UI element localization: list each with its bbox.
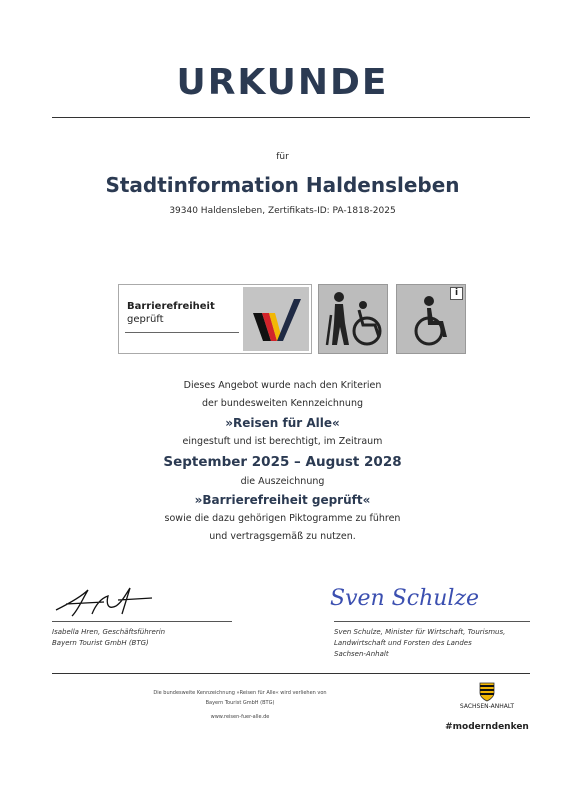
sachsen-anhalt-coat-of-arms-icon <box>479 682 495 702</box>
footer-url: www.reisen-fuer-alle.de <box>210 714 270 720</box>
right-signature-caption2: Landwirtschaft und Forsten des Landes <box>334 639 472 647</box>
badge-line1: Barrierefreiheit <box>127 301 215 312</box>
hashtag: #moderndenken <box>445 722 529 732</box>
footer-line1: Die bundesweite Kennzeichnung »Reisen für Alle« wird verliehen von <box>153 690 327 696</box>
badge-underline <box>125 332 239 333</box>
check-mark-icon <box>243 287 309 351</box>
left-signature-line <box>52 621 232 622</box>
left-signature-image <box>52 584 162 620</box>
walking-aid-icon <box>318 284 388 354</box>
validity-period: September 2025 – August 2028 <box>163 454 402 470</box>
barrierefreiheit-logo <box>118 284 312 354</box>
wheelchair-icon <box>396 284 466 354</box>
organization-name: Stadtinformation Haldensleben <box>105 173 460 197</box>
info-icon: i <box>450 287 463 300</box>
state-name: SACHSEN-ANHALT <box>459 703 515 710</box>
right-signature-caption1: Sven Schulze, Minister für Wirtschaft, Tourismus, <box>334 628 506 636</box>
right-signature-caption3: Sachsen-Anhalt <box>334 650 389 658</box>
label-barrierefreiheit: »Barrierefreiheit geprüft« <box>194 493 371 507</box>
body-line4: die Auszeichnung <box>240 476 325 487</box>
fuer-label: für <box>276 152 289 162</box>
body-line6: und vertragsgemäß zu nutzen. <box>209 531 356 542</box>
right-signature-line <box>334 621 530 622</box>
badge-line2: geprüft <box>127 314 164 325</box>
left-signature-caption1: Isabella Hren, Geschäftsführerin <box>52 628 166 636</box>
body-line5: sowie die dazu gehörigen Piktogramme zu führen <box>164 513 401 524</box>
footer-divider <box>52 673 530 674</box>
label-reisen-fuer-alle: »Reisen für Alle« <box>225 416 340 430</box>
body-line1: Dieses Angebot wurde nach den Kriterien <box>183 380 382 391</box>
body-line2: der bundesweiten Kennzeichnung <box>201 398 363 409</box>
title-divider <box>52 117 530 118</box>
left-signature-caption2: Bayern Tourist GmbH (BTG) <box>52 639 149 647</box>
body-line3: eingestuft und ist berechtigt, im Zeitraum <box>182 436 383 447</box>
certificate-title: URKUNDE <box>176 62 389 103</box>
certificate-details: 39340 Haldensleben, Zertifikats-ID: PA-1818-2025 <box>169 206 396 216</box>
right-signature: Sven Schulze <box>330 586 480 611</box>
footer-line2: Bayern Tourist GmbH (BTG) <box>205 700 275 706</box>
